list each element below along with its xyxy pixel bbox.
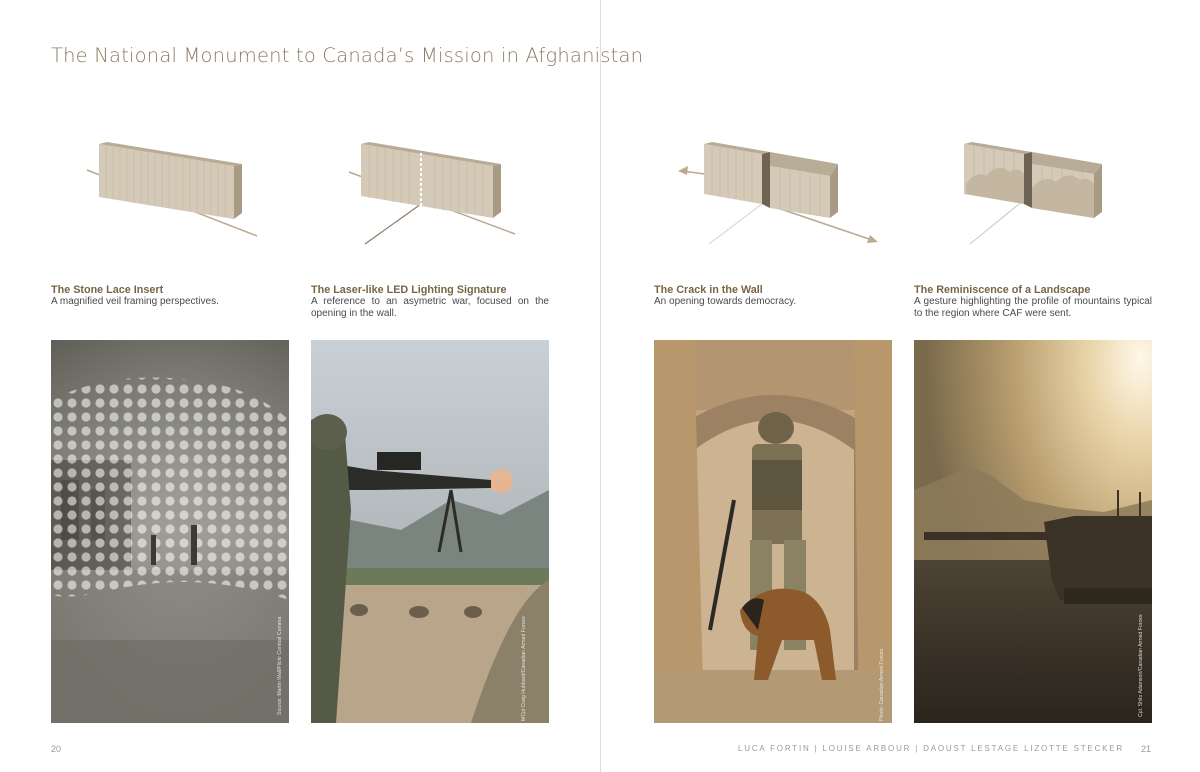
document-title: The National Monument to Canada’s Mission in Afghanistan <box>51 44 644 67</box>
soldier-firing-photo <box>311 340 549 723</box>
crack-wall-diagram <box>654 92 892 277</box>
concept-description: A magnified veil framing perspectives. <box>51 296 219 307</box>
laser-led-diagram <box>311 92 549 277</box>
concept-description: A reference to an asymetric war, focused on the opening in the wall. <box>311 296 549 319</box>
photo-credit: Photo: Canadian Armed Forces <box>879 648 885 721</box>
concept-title: The Reminiscence of a Landscape <box>914 284 1091 296</box>
concept-description: A gesture highlighting the profile of mountains typical to the region where CAF were sent. <box>914 296 1152 319</box>
soldier-dog-photo <box>654 340 892 723</box>
concept-description: An opening towards democracy. <box>654 296 797 307</box>
concept-title: The Laser-like LED Lighting Signature <box>311 284 507 296</box>
concept-title: The Crack in the Wall <box>654 284 763 296</box>
footer-credits: LUCA FORTIN | LOUISE ARBOUR | DAOUST LESTAGE LIZOTTE STECKER <box>738 744 1124 753</box>
concept-caption-laser-led <box>311 284 549 320</box>
concept-caption-stone-lace <box>51 284 289 308</box>
photo-credit: Source: Martin Wall/Flickr Combat Camera <box>277 616 283 715</box>
photo-credit: Cpl. Shilo Adamson/Canadian Armed Forces <box>1138 614 1144 717</box>
concept-caption-crack <box>654 284 892 308</box>
landscape-diagram <box>914 92 1152 277</box>
right-page-number: 21 <box>1141 744 1152 754</box>
concept-caption-landscape <box>914 284 1152 320</box>
concept-title: The Stone Lace Insert <box>51 284 164 296</box>
stone-lace-photo <box>51 340 289 723</box>
tank-sunset-photo <box>914 340 1152 723</box>
left-page-number: 20 <box>51 744 62 754</box>
photo-credit: MCpl Craig Hubbard/Canadian Armed Forces <box>521 616 527 721</box>
page-divider <box>600 0 601 772</box>
stone-lace-diagram <box>51 92 289 277</box>
